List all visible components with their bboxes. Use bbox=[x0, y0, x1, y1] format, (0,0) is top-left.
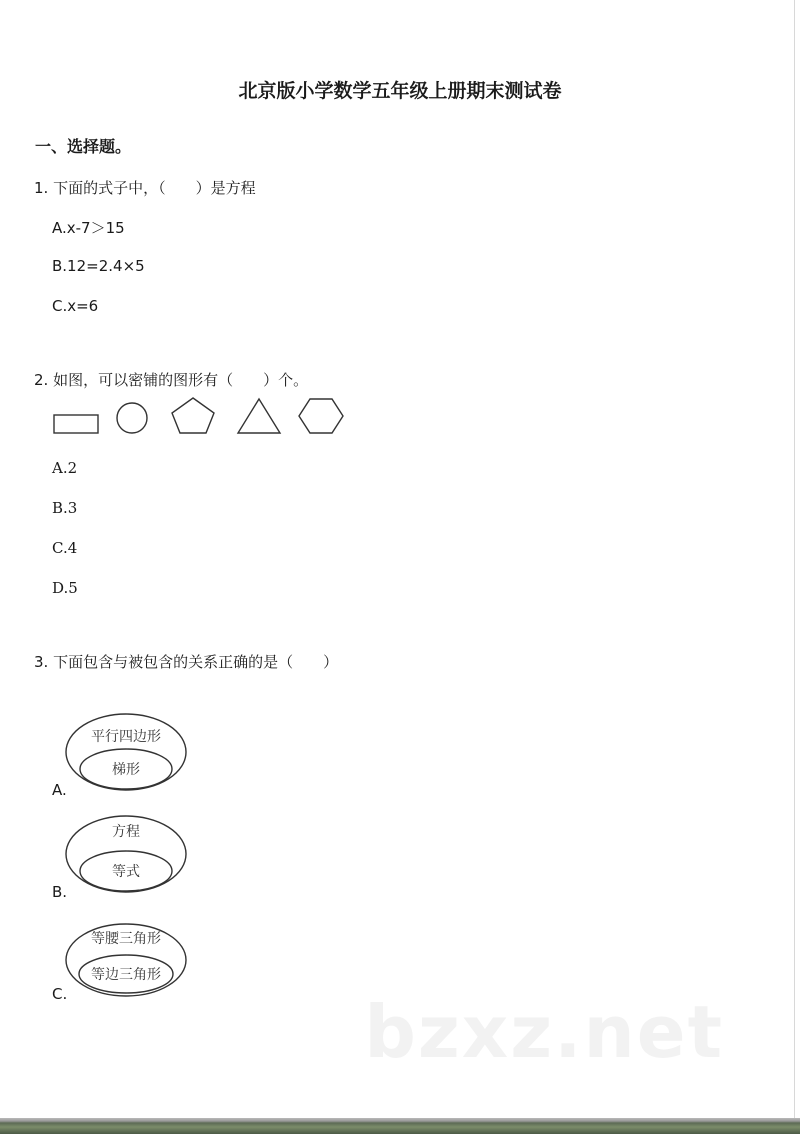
section-heading: 一、选择题。 bbox=[35, 137, 132, 156]
question-1-option-b: B.12=2.4×5 bbox=[52, 257, 145, 275]
question-2-option-a: A.2 bbox=[52, 459, 78, 477]
outer-label: 平行四边形 bbox=[91, 729, 161, 745]
question-1-option-a: A.x-7＞15 bbox=[52, 219, 125, 237]
inner-label: 梯形 bbox=[112, 762, 140, 778]
outer-ellipse bbox=[66, 714, 186, 790]
rectangle-icon bbox=[54, 415, 98, 433]
question-2-figure bbox=[48, 393, 353, 439]
pentagon-icon bbox=[172, 398, 214, 433]
question-3-option-a-label: A. bbox=[52, 781, 67, 799]
question-3-option-b-diagram bbox=[64, 814, 190, 896]
inner-label: 等边三角形 bbox=[91, 967, 161, 983]
outer-label: 方程 bbox=[112, 824, 140, 840]
triangle-icon bbox=[238, 399, 280, 433]
question-1-stem: 1. 下面的式子中，（ ）是方程 bbox=[34, 179, 256, 197]
question-2-option-c: C.4 bbox=[52, 539, 78, 557]
watermark: bzxz.net bbox=[364, 990, 724, 1074]
question-2-stem: 2. 如图，可以密铺的图形有（ ）个。 bbox=[34, 371, 309, 389]
question-3-stem: 3. 下面包含与被包含的关系正确的是（ ） bbox=[34, 653, 339, 671]
outer-label: 等腰三角形 bbox=[91, 931, 161, 947]
bottom-border-strip bbox=[0, 1118, 800, 1134]
question-2-option-d: D.5 bbox=[52, 579, 78, 597]
question-2-option-b: B.3 bbox=[52, 499, 78, 517]
question-3-option-c-diagram bbox=[64, 922, 190, 1000]
question-1-option-c: C.x=6 bbox=[52, 297, 99, 315]
inner-label: 等式 bbox=[112, 864, 140, 880]
document-title: 北京版小学数学五年级上册期末测试卷 bbox=[238, 80, 562, 102]
circle-icon bbox=[117, 403, 147, 433]
hexagon-icon bbox=[299, 399, 343, 433]
question-3-option-b-label: B. bbox=[52, 883, 68, 901]
question-3-option-a-diagram bbox=[64, 712, 190, 794]
question-3-option-c-label: C. bbox=[52, 985, 68, 1003]
